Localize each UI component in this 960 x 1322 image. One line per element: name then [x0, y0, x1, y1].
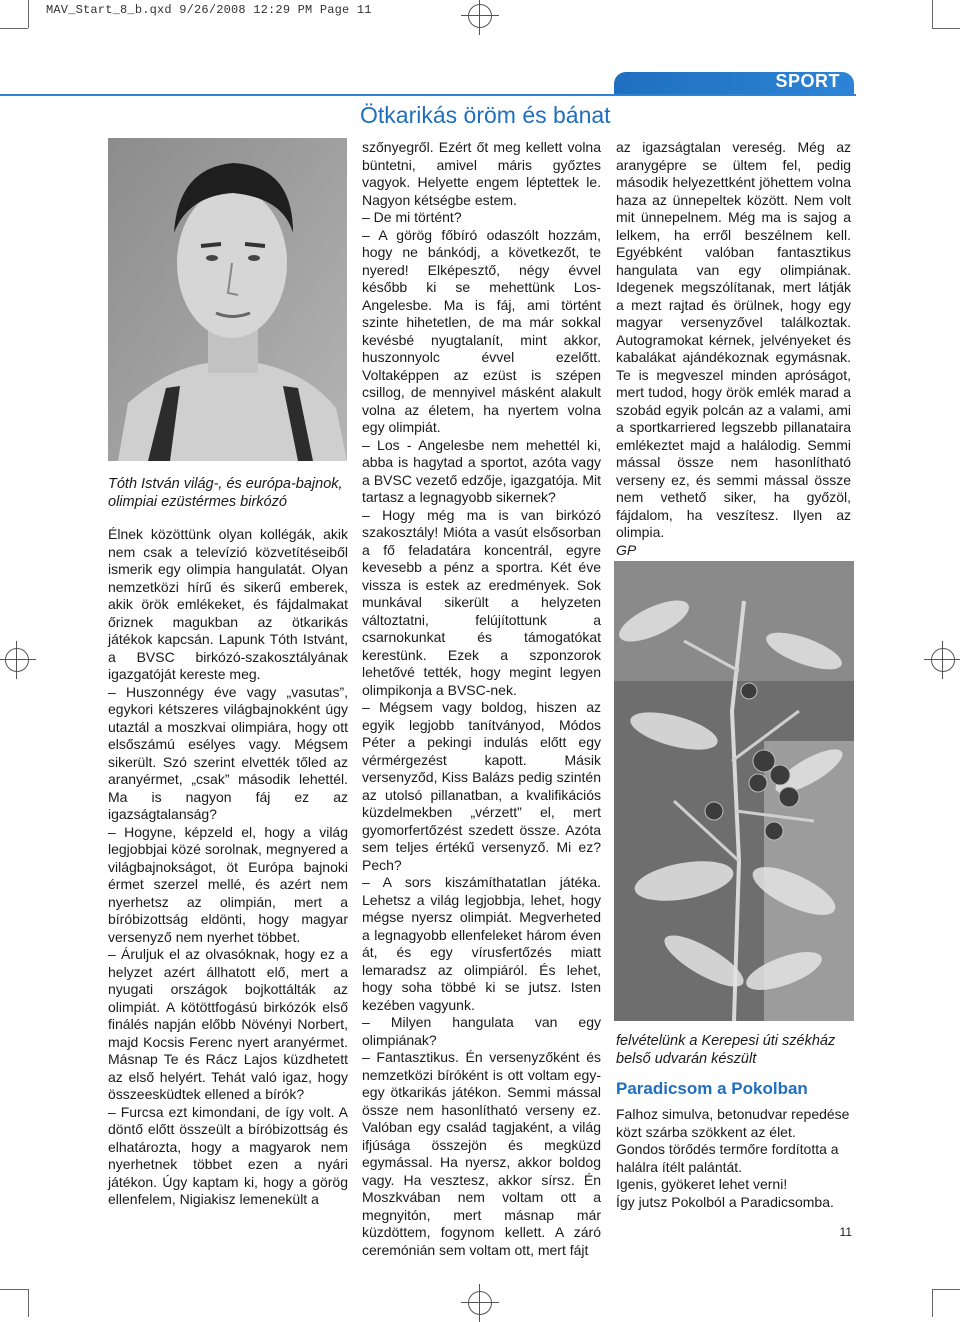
answer-paragraph: – Fantasztikus. Én versenyzőként és nemzetközi bíróként is ott voltam egy-egy ötkarikás játékon. Semmi mással össze nem hasonlítható verseny ez. Valóban egy család tagjaként, a világ ifjúsága összejön és megküzd egymással. Ha nyersz, akkor boldog vagy. Ha vesztesz, akkor sírsz. Én Moszkvában nem voltam ott a megnyitón, mert másnap már küzdöttem, fogynom kellett. A záró ceremónián sem voltam ott, mert fájt — [362, 1049, 601, 1258]
portrait-photo — [108, 138, 347, 461]
answer-paragraph: – Hogy még ma is van birkózó szakosztály! Mióta a vasút elsősorban a fő feladatára koncentrál, egyre kevesebb a pénz a sportra. Két éve vissza is estek az eredmények. Sok munkával sikerült a helyzeten változtatni, felújítottunk a csarnokunkat és támogatókat kerestünk. Ezek a szponzorok lehetővé tették, hogy megint legyen olimpikonja a BVSC-nek. — [362, 506, 601, 698]
article-column-2 — [362, 139, 601, 1259]
tomato-photo-caption: felvételünk a Kerepesi úti székház belső udvarán készült — [616, 1033, 836, 1067]
sidebar-title: Paradicsom a Pokolban — [616, 1079, 808, 1098]
sidebar-line: Gondos törődés termőre fordította a halálra ítélt palántát. — [616, 1141, 839, 1175]
answer-paragraph: – A sors kiszámíthatatlan játéka. Lehetsz a világ legjobbja, lehet, hogy mégse nyersz olimpiát. Megverheted a legnagyobb ellenfeleket három éven át, és egy vírusfertőzés miatt lemaradsz az olimpiáról. És lehet, hogy soha többé ki se jutsz. Isten kezében vagyunk. — [362, 874, 601, 1013]
answer-paragraph: – A görög főbíró odaszólt hozzám, hogy ne bánkódj, a következőt, te nyered! Elképesztő, négy évvel később ki se mehettünk Los-Angelesbe. Ma is fáj, ami történt szinte hihetetlen, de ma már sokkal kevésbé nyugtalanít, mint akkor, huszonnyolc évvel ezelőtt. Voltaképpen az ezüst is szépen csillog, de mennyivel másként alakult volna az életem, ha nyertem volna egy olimpiát. — [362, 226, 601, 435]
sidebar-line: Igenis, gyökeret lehet verni! — [616, 1176, 788, 1192]
registration-mark — [931, 648, 955, 672]
registration-mark — [5, 648, 29, 672]
author-signature: GP — [616, 541, 637, 558]
crop-mark — [28, 0, 29, 28]
answer-paragraph: szőnyegről. Ezért őt meg kellett volna büntetni, amivel máris győztes vagyok. Helyette engem léptettek le. Nagyon kétségbe estem. — [362, 139, 601, 208]
sidebar-body — [616, 1106, 856, 1211]
file-slug: MAV_Start_8_b.qxd 9/26/2008 12:29 PM Page 11 — [46, 3, 372, 17]
question-paragraph: – Los - Angelesbe nem mehettél ki, abba is hagytad a sportot, azóta vagy a BVSC vezető edzője, igazgatója. Mit tartasz a legnagyobb sikernek? — [362, 436, 601, 505]
section-label: SPORT — [775, 71, 840, 91]
tomato-plant-photo — [614, 561, 854, 1021]
question-paragraph: – Huszonnégy éve vagy „vasutas”, egykori kétszeres világbajnokként úgy utaztál a moszkvai olimpiára, hogy ott elsőszámú esélyes vagy. Mégsem sikerült. Szó szerint elvették tőled az aranyérmet, „csak” második lehettél. Ma is nagyon fáj ez az igazságtalanság? — [108, 683, 348, 822]
page-number: 11 — [839, 1225, 852, 1239]
photo-caption: Tóth István világ-, és európa-bajnok, olimpiai ezüstérmes birkózó — [108, 476, 343, 510]
section-rule — [0, 94, 856, 96]
registration-mark — [468, 1291, 492, 1315]
question-paragraph: – Mégsem vagy boldog, hiszen az egyik legjobb tanítványod, Módos Péter a pekingi indulás előtt egy vérmérgezést kapott. Másik versenyződ, Kiss Balázs pedig szintén az utolsó pillanatban, a kvalifikációs küzdelmekben „vérzett” el, mert gyomorfertőzést szedett össze. Azóta sem teljes értékű versenyző. Mi ez? Pech? — [362, 699, 601, 873]
crop-mark — [0, 28, 28, 29]
sidebar-line: Így jutsz Pokolból a Paradicsomba. — [616, 1193, 834, 1210]
crop-mark — [932, 1289, 933, 1317]
crop-mark — [28, 1289, 29, 1317]
article-headline: Ötkarikás öröm és bánat — [360, 102, 611, 128]
registration-mark — [468, 4, 492, 28]
crop-mark — [932, 1289, 960, 1290]
question-paragraph: – Milyen hangulata van egy olimpiának? — [362, 1014, 601, 1048]
crop-mark — [932, 0, 933, 28]
crop-mark — [0, 1289, 28, 1290]
article-column-1 — [108, 526, 348, 1209]
answer-paragraph: az igazságtalan vereség. Még az aranygépre se ültem fel, pedig második helyezettként jöhettem volna haza az ünnepeltek között. Nem volt mit ünnepelnem. Még ma is sajog a lelkem, ha erről beszélnem kell. Egyébként valóban fantasztikus hangulata van egy olimpiának. Idegenek megszólítanak, mert látják a mezt rajtad és örülnek, hogy egy magyar versenyzővel találkoztak. Autogramokat kérnek, jelvényeket és kabalákat ajándékoznak egymásnak. Te is megveszel minden apróságot, mert tudod, hogy örök emlék marad a szobád egyik polcán az a valami, ami a sportkarriered legszebb pillanataira emlékeztet majd a halálodig. Semmi mással össze nem hasonlítható verseny ez, és semmi mással össze nem vethető siker, ha győzöl, fájdalom, ha veszítesz. Ilyen az olimpia. — [616, 139, 851, 540]
answer-paragraph: – Hogyne, képzeld el, hogy a világ legjobbjai közé sorolnak, megnyered a világbajnokságot, öt Európa bajnoki érmet szerzel mellé, és azért nem nyerhetsz az olimpián, mert a bíróbizottság eldönti, hogy magyar versenyző nem nyerhet többet. — [108, 823, 348, 945]
article-column-3 — [616, 139, 851, 559]
lead-paragraph: Élnek közöttünk olyan kollégák, akik nem csak a televízió közvetítéseiből ismerik egy olimpia hangulatát. Olyan nemzetközi hírű és sikerű emberek, akik örök emlékeket, és fájdalmakat őriznek magukban az ötkarikás játékok kapcsán. Lapunk Tóth Istvánt, a BVSC birkózó-szakosztályának igazgatóját kereste meg. — [108, 526, 348, 682]
crop-mark — [932, 28, 960, 29]
sidebar-line: Falhoz simulva, betonudvar repedése közt szárba szökkent az élet. — [616, 1106, 850, 1140]
question-paragraph: – Áruljuk el az olvasóknak, hogy ez a helyzet azért állhatott elő, mert a nyugati országok bojkottálták az olimpiát. A kötöttfogású birkózók első finálés napján előbb Növényi Norbert, majd Kocsis Ferenc nyert aranyérmet. Másnap Te és Rácz Lajos küzdhetett az első helyért. Tehát való igaz, hogy összeesküdtek ellened a bírók? — [108, 946, 348, 1102]
question-paragraph: – De mi történt? — [362, 209, 462, 225]
answer-paragraph: – Furcsa ezt kimondani, de így volt. A döntő előtt összeült a bíróbizottság és elhatározta, hogy a magyarok nem nyerhetnek többet ezen a nyári játékon. Úgy kaptam ki, hogy a görög ellenfelem, Nigiakisz lemenekült a — [108, 1103, 348, 1207]
